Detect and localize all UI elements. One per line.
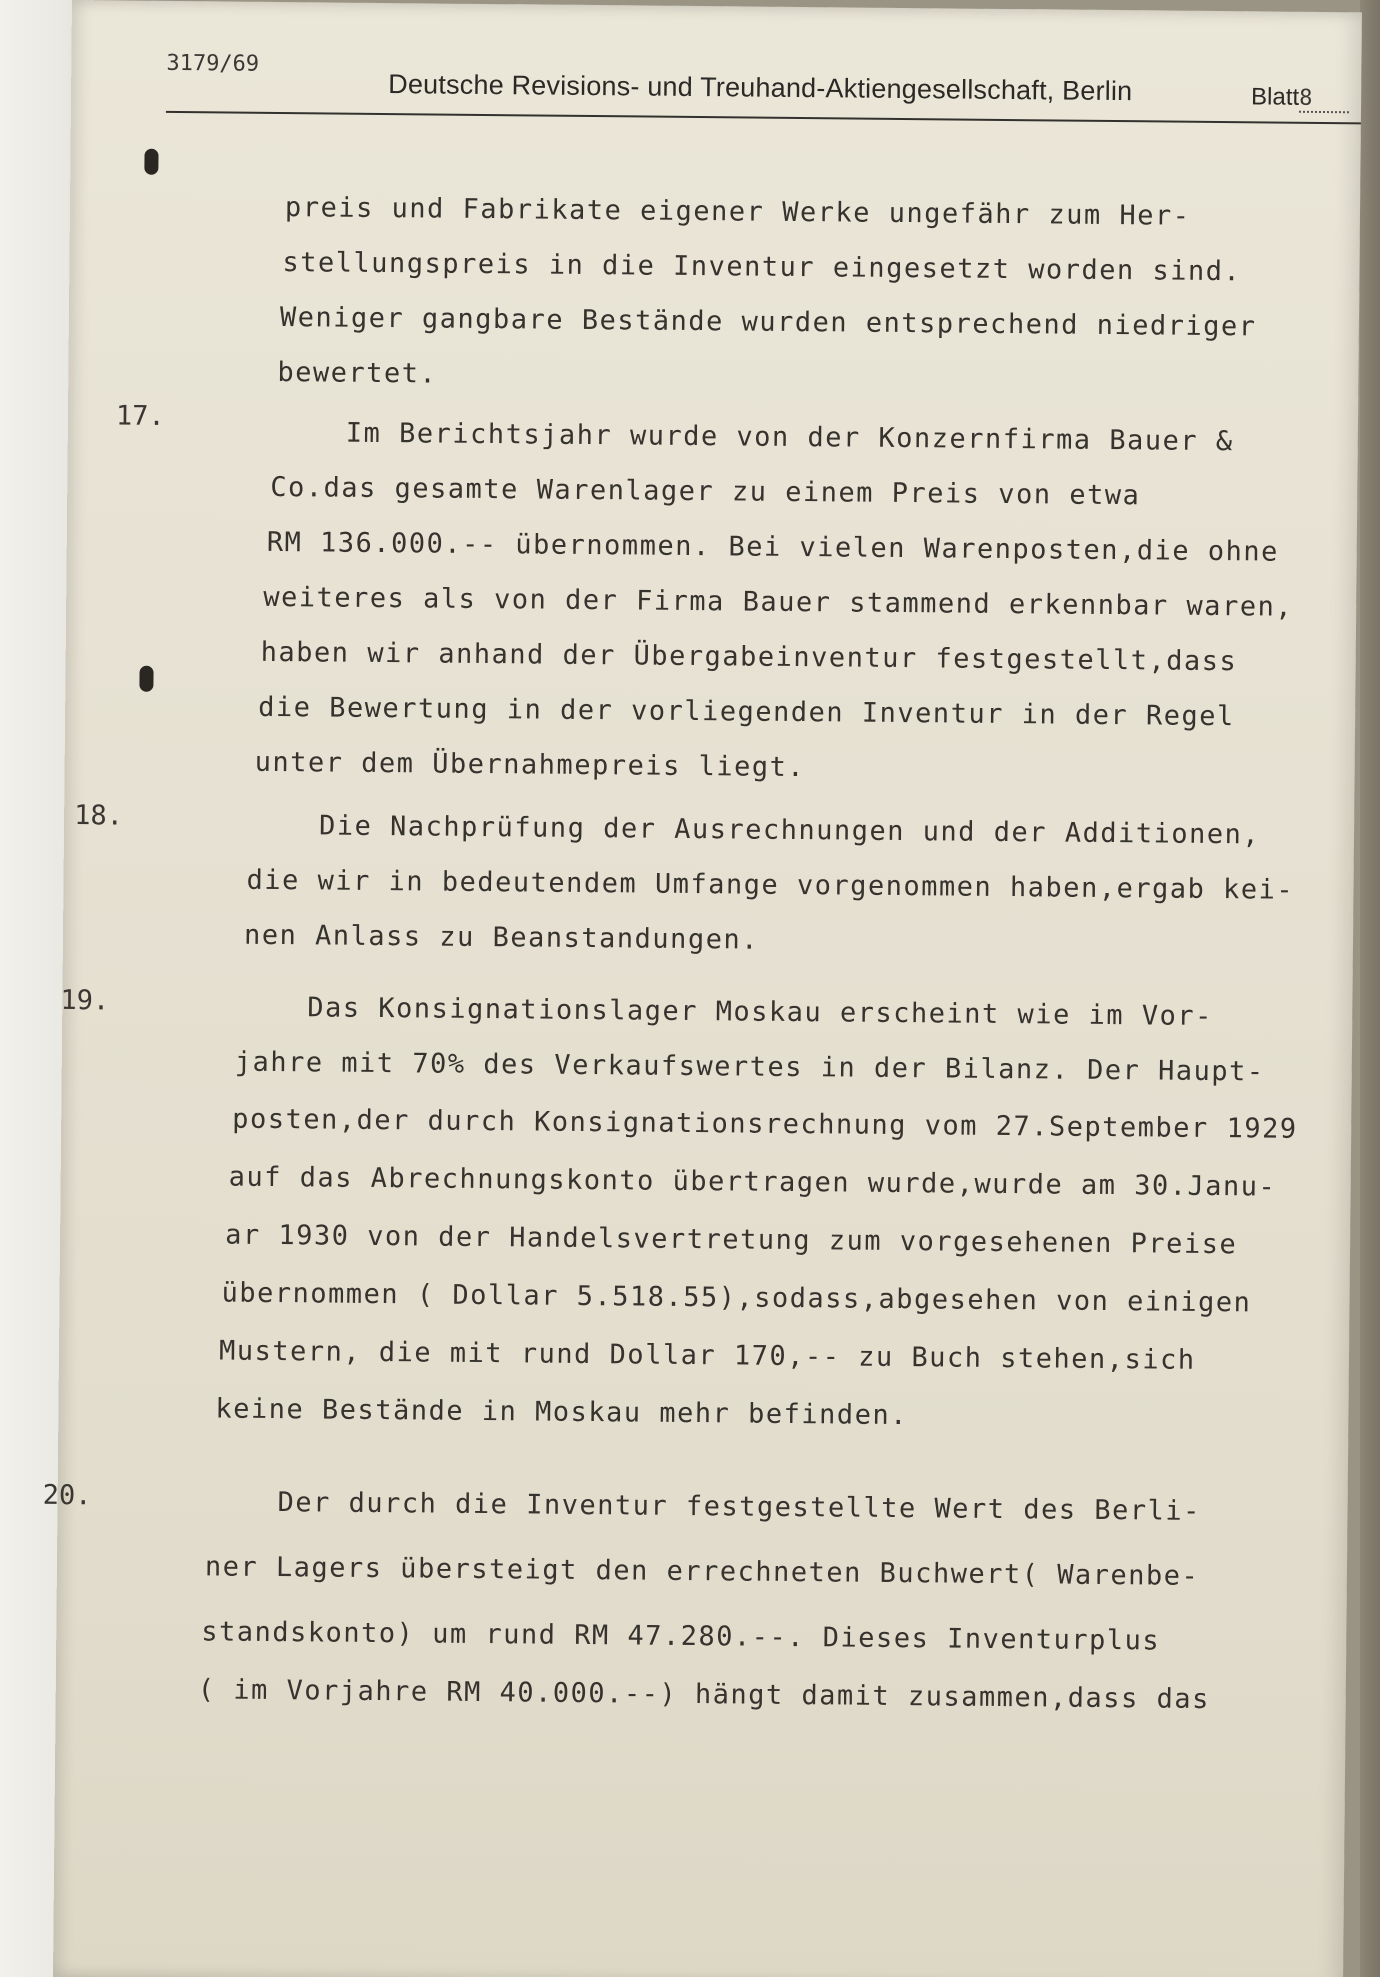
text-line: ar 1930 von der Handelsvertretung zum vorgesehenen Preise: [225, 1219, 1238, 1261]
text-line: ner Lagers übersteigt den errechneten Buchwert( Warenbe-: [204, 1551, 1200, 1592]
text-line: übernommen ( Dollar 5.518.55),sodass,abgesehen von einigen: [221, 1277, 1252, 1319]
text-line: die wir in bedeutendem Umfange vorgenommen haben,ergab kei-: [246, 864, 1295, 906]
text-line: Weniger gangbare Bestände wurden entsprechend niedriger: [279, 302, 1257, 343]
sheet-number: 8: [1299, 86, 1349, 113]
document-page: [42, 0, 1362, 1977]
sheet-label-text: Blatt: [1250, 83, 1300, 111]
paragraph-number: 17.: [115, 400, 165, 432]
text-line: haben wir anhand der Übergabeinventur festgestellt,dass: [260, 636, 1238, 678]
text-line: die Bewertung in der vorliegenden Inventur in der Regel: [258, 691, 1235, 733]
body-text: [42, 0, 1362, 1977]
reference-number: 3179/69: [166, 50, 260, 77]
company-name: Deutsche Revisions- und Treuhand-Aktiengesellschaft, Berlin: [388, 69, 1133, 107]
text-line: standskonto) um rund RM 47.280.--. Dieses Inventurplus: [201, 1616, 1161, 1657]
paragraph-number: 18.: [74, 800, 124, 832]
text-line: Mustern, die mit rund Dollar 170,-- zu Buch stehen,sich: [218, 1335, 1196, 1376]
text-line: preis und Fabrikate eigener Werke ungefähr zum Her-: [284, 192, 1191, 232]
text-line: auf das Abrechnungskonto übertragen wurde,wurde am 30.Janu-: [228, 1161, 1277, 1203]
text-line: unter dem Übernahmepreis liegt.: [254, 746, 806, 784]
paragraph-number: 20.: [42, 1479, 92, 1512]
text-line: Im Berichtsjahr wurde von der Konzernfirma Bauer &: [345, 417, 1234, 458]
text-line: posten,der durch Konsignationsrechnung vom 27.September 1929: [232, 1103, 1298, 1145]
text-line: Der durch die Inventur festgestellte Wert des Berli-: [277, 1487, 1201, 1527]
text-line: RM 136.000.-- übernommen. Bei vielen Warenposten,die ohne: [266, 526, 1279, 568]
text-line: keine Bestände in Moskau mehr befinden.: [215, 1393, 909, 1432]
text-line: stellungspreis in die Inventur eingesetzt worden sind.: [282, 247, 1242, 288]
text-line: Das Konsignationslager Moskau erscheint wie im Vor-: [307, 992, 1213, 1032]
text-line: weiteres als von der Firma Bauer stammend erkennbar waren,: [263, 581, 1294, 623]
text-line: ( im Vorjahre RM 40.000.--) hängt damit zusammen,dass das: [197, 1674, 1210, 1715]
text-line: jahre mit 70% des Verkaufswertes in der Bilanz. Der Haupt-: [234, 1046, 1265, 1088]
paragraph-number: 19.: [60, 984, 110, 1017]
background-right-shadow: [1360, 0, 1380, 1977]
text-line: Die Nachprüfung der Ausrechnungen und der Additionen,: [318, 810, 1261, 851]
text-line: Co.das gesamte Warenlager zu einem Preis von etwa: [270, 471, 1141, 512]
text-line: bewertet.: [277, 356, 438, 390]
text-line: nen Anlass zu Beanstandungen.: [243, 919, 760, 956]
